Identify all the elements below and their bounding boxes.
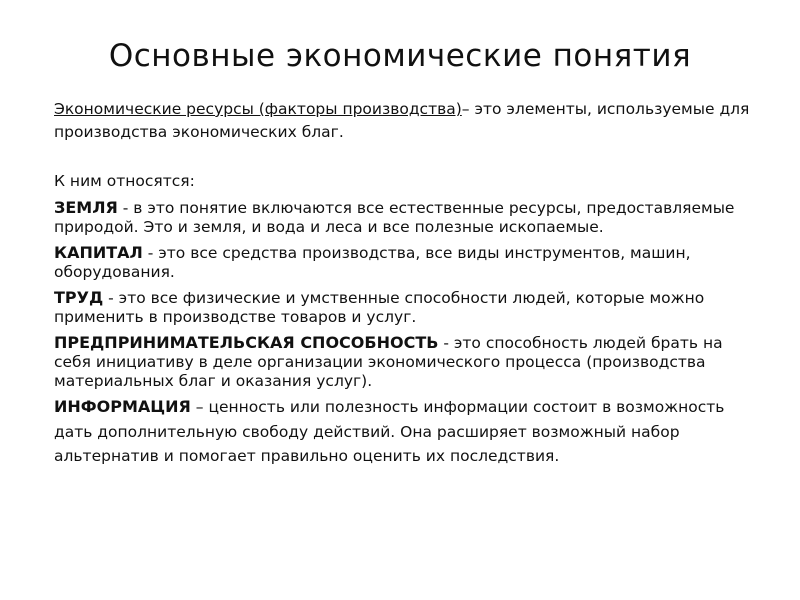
intro-paragraph xyxy=(54,98,754,144)
list-lead: К ним относятся: xyxy=(54,172,195,190)
list-item-information xyxy=(54,395,754,469)
item-text: – ценность или полезность информации состоит в возможность дать дополнительную свободу действий. Она расширяет возможный набор альтернатив и помогает правильно оценить их последствия. xyxy=(54,398,725,465)
list-item-land xyxy=(54,198,754,237)
list-item-capital xyxy=(54,243,754,282)
item-keyword: ПРЕДПРИНИМАТЕЛЬСКАЯ СПОСОБНОСТЬ xyxy=(54,333,439,352)
item-text: - это все физические и умственные способности людей, которые можно применить в производстве товаров и услуг. xyxy=(54,289,705,326)
list-item-entrepreneurship xyxy=(54,333,754,391)
list-item-labor xyxy=(54,288,754,327)
spacer xyxy=(54,144,754,170)
item-keyword: ИНФОРМАЦИЯ xyxy=(54,397,191,416)
item-keyword: КАПИТАЛ xyxy=(54,243,143,262)
item-text: - это способность людей брать на себя инициативу в деле организации экономического процесса (производства материальных благ и оказания услуг). xyxy=(54,334,723,390)
item-text: - это все средства производства, все виды инструментов, машин, оборудования. xyxy=(54,244,691,281)
intro-term: Экономические ресурсы (факторы производства) xyxy=(54,100,462,118)
intro-text: – это элементы, используемые для производства экономических благ. xyxy=(54,100,750,141)
item-text: - в это понятие включаются все естественные ресурсы, предоставляемые природой. Это и земля, и вода и леса и все полезные ископаемые. xyxy=(54,199,735,236)
slide-title: Основные экономические понятия xyxy=(108,38,692,74)
item-keyword: ТРУД xyxy=(54,288,104,307)
slide-content xyxy=(54,98,754,469)
item-keyword: ЗЕМЛЯ xyxy=(54,198,118,217)
